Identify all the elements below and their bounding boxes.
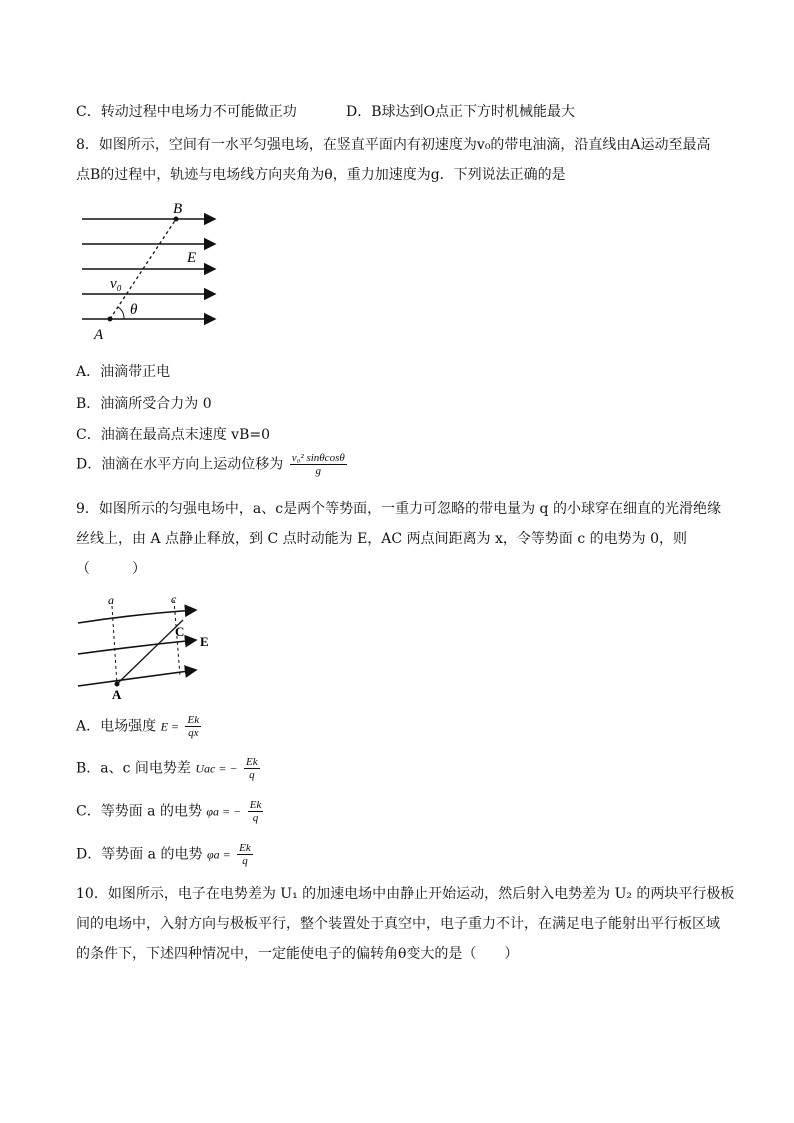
label-a-point: A bbox=[112, 687, 122, 702]
q9-option-a-fraction bbox=[185, 714, 201, 739]
q8-figure bbox=[80, 196, 230, 346]
fraction-numerator: Ek bbox=[249, 799, 262, 811]
q9-option-b-text: B．a、c 间电势差 bbox=[76, 760, 191, 777]
q9-option-b-lhs: Uac = − bbox=[195, 761, 238, 776]
q9-option-c-lhs: φa = − bbox=[206, 804, 242, 819]
label-a: A bbox=[94, 327, 104, 343]
q9-option-c-fraction bbox=[248, 799, 264, 824]
q9-option-b-fraction bbox=[244, 756, 260, 781]
q9-stem-line2: 丝线上，由 A 点静止释放，到 C 点时动能为 E，AC 两点间距离为 x，令等势面 c 的电势为 0，则 bbox=[76, 531, 688, 547]
fraction-numerator: v₀² sinθcosθ bbox=[291, 452, 345, 464]
q9-option-a-text: A．电场强度 bbox=[76, 718, 157, 735]
q9-option-d bbox=[76, 842, 255, 876]
path-ac bbox=[117, 620, 183, 684]
fraction-numerator: Ek bbox=[246, 756, 258, 768]
field-line bbox=[78, 640, 196, 654]
q9-option-b bbox=[76, 756, 262, 790]
q8-option-b: B．油滴所受合力为 0 bbox=[76, 396, 212, 412]
label-c-surface: c bbox=[171, 592, 177, 606]
q9-option-d-text: D．等势面 a 的电势 bbox=[76, 846, 203, 863]
fraction-numerator: Ek bbox=[239, 842, 251, 854]
q9-option-d-fraction bbox=[237, 842, 253, 867]
q7-option-d: D．B球达到O点正下方时机械能最大 bbox=[346, 104, 575, 120]
q10-stem-line2: 间的电场中，入射方向与极板平行，整个装置处于真空中，电子重力不计，在满足电子能射出平行板区域 bbox=[76, 916, 720, 932]
point-b bbox=[174, 217, 179, 222]
q8-option-c: C．油滴在最高点末速度 vB=0 bbox=[76, 427, 270, 443]
angle-arc bbox=[118, 307, 124, 319]
q9-figure bbox=[76, 590, 226, 702]
point-a bbox=[115, 682, 120, 687]
label-c-point: C bbox=[175, 624, 185, 639]
q8-option-a: A．油滴带正电 bbox=[76, 364, 171, 380]
field-line bbox=[78, 610, 196, 623]
label-b: B bbox=[173, 201, 183, 217]
q9-option-c bbox=[76, 799, 265, 833]
q10-stem-line3: 的条件下，下述四种情况中，一定能使电子的偏转角θ变大的是（ ） bbox=[76, 946, 519, 962]
fraction-denominator: q bbox=[252, 812, 259, 824]
q9-stem-line1: 9．如图所示的匀强电场中，a、c是两个等势面，一重力可忽略的带电量为 q 的小球穿在细直的光滑绝缘 bbox=[76, 501, 721, 517]
label-theta: θ bbox=[130, 302, 138, 318]
q9-option-a-lhs: E = bbox=[160, 719, 180, 734]
q10-stem-line1: 10．如图所示，电子在电势差为 U₁ 的加速电场中由静止开始运动，然后射入电势差为 U₂ 的两块平行极板 bbox=[76, 886, 735, 902]
q8-option-d-text: D．油滴在水平方向上运动位移为 bbox=[76, 456, 284, 473]
q9-stem-line3: （ ） bbox=[76, 561, 146, 577]
q9-option-a bbox=[76, 714, 203, 748]
label-e: E bbox=[187, 250, 197, 266]
q8-option-d-fraction bbox=[290, 452, 347, 477]
label-e: E bbox=[200, 634, 209, 649]
fraction-numerator: Ek bbox=[187, 714, 200, 726]
q8-stem-line2: 点B的过程中，轨迹与电场线方向夹角为θ，重力加速度为g．下列说法正确的是 bbox=[76, 167, 566, 183]
q7-option-c: C．转动过程中电场力不可能做正功 bbox=[76, 104, 297, 120]
point-a bbox=[108, 317, 113, 322]
fraction-denominator: qx bbox=[188, 727, 199, 739]
label-a-surface: a bbox=[108, 593, 114, 607]
q8-stem-line1: 8．如图所示，空间有一水平匀强电场，在竖直平面内有初速度为v₀的带电油滴，沿直线由A运动至最高 bbox=[76, 137, 711, 153]
label-v0: v₀ bbox=[110, 276, 122, 292]
field-line bbox=[78, 670, 196, 686]
fraction-denominator: g bbox=[315, 465, 321, 477]
q8-option-d bbox=[76, 452, 349, 486]
fraction-denominator: q bbox=[249, 769, 255, 781]
q9-option-c-text: C．等势面 a 的电势 bbox=[76, 803, 202, 820]
q9-option-d-lhs: φa = bbox=[206, 847, 231, 862]
fraction-denominator: q bbox=[242, 855, 248, 867]
